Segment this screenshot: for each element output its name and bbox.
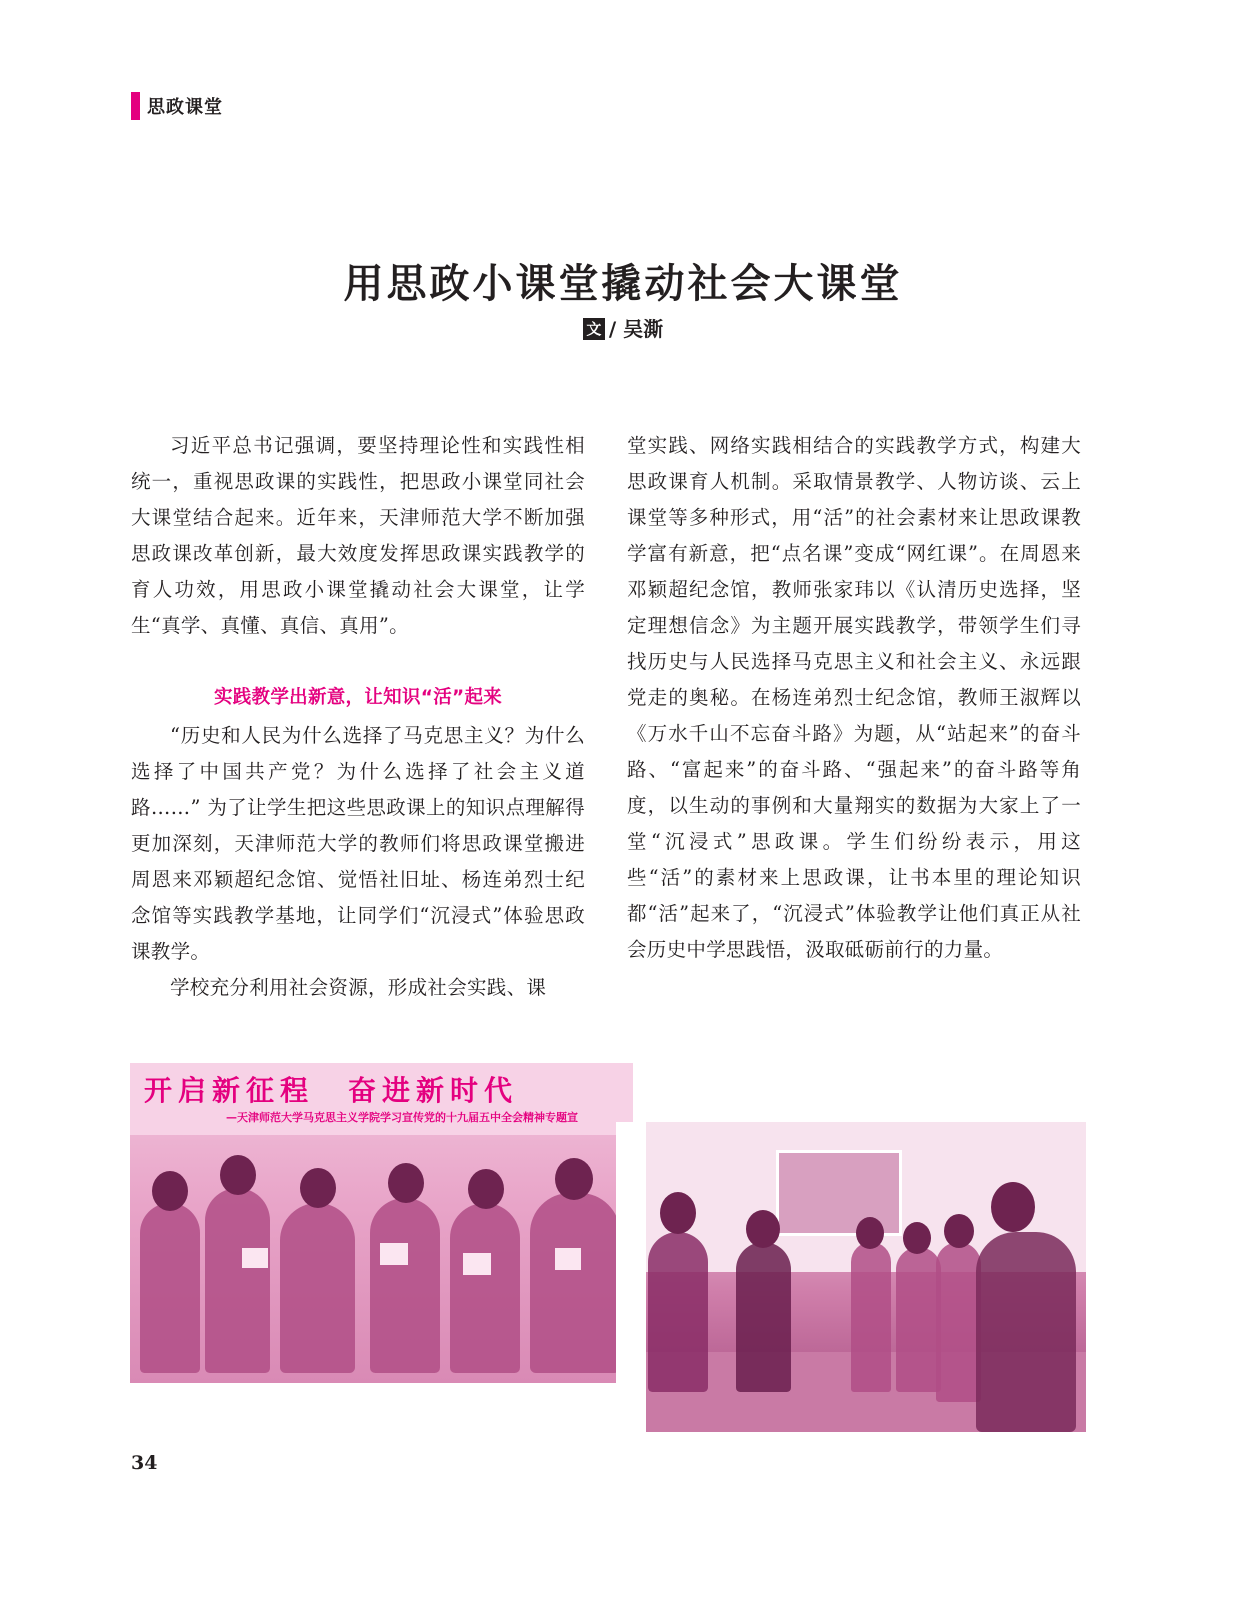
photo-frame-edge [616,1122,646,1432]
subheading: 实践教学出新意，让知识“活”起来 [213,687,503,708]
book [555,1248,581,1270]
paragraph-resources-continued: 堂实践、网络实践相结合的实践教学方式，构建大思政课育人机制。采取情景教学、人物访谈、云上课堂等多种形式，用“活”的社会素材来让思政课教学富有新意，把“点名课”变成“网红课”。在周恩来邓颖超纪念馆，教师张家玮以《认清历史选择，坚定理想信念》为主题开展实践教学，带领学生们寻找历史与人民选择马克思主义和社会主义、永远跟党走的奥秘。在杨连弟烈士纪念馆，教师王淑辉以《万水千山不忘奋斗路》为题，从“站起来”的奋斗路、“富起来”的奋斗路、“强起来”的奋斗路等角度，以生动的事例和大量翔实的数据为大家上了一堂“沉浸式”思政课。学生们纷纷表示，用这些“活”的素材来上思政课，让书本里的理论知识都“活”起来了，“沉浸式”体验教学让他们真正从社会历史中学思践悟，汲取砥砺前行的力量。 [627,434,1081,961]
person-figure [530,1193,620,1373]
person-figure [140,1203,200,1373]
byline-mark: 文 [583,318,605,340]
left-column [131,428,585,1006]
byline [0,314,1246,344]
student-head [944,1214,974,1248]
book [242,1248,268,1268]
section-tag [131,92,223,120]
article-title: 用思政小课堂撬动社会大课堂 [343,260,903,307]
banner-title: 开启新征程 奋进新时代 [144,1074,519,1107]
student-figure [896,1247,941,1392]
book [463,1253,491,1275]
photo-banner [130,1063,633,1135]
student-head [856,1217,884,1249]
photo-reading-group [130,1063,633,1383]
person-head [388,1163,424,1203]
person-figure [736,1242,791,1392]
banner-subtitle: —天津师范大学马克思主义学院学习宣传党的十九届五中全会精神专题宣 [226,1111,578,1124]
teacher-head [660,1192,696,1234]
person-head [746,1210,780,1248]
right-column [627,428,1081,968]
student-head [991,1182,1035,1232]
student-head [903,1222,931,1254]
section-color-bar [131,92,140,120]
person-figure [370,1198,440,1373]
page-number: 34 [131,1452,158,1474]
person-head [152,1171,188,1211]
person-head [468,1169,504,1209]
person-figure [205,1188,270,1373]
student-figure [976,1232,1076,1432]
teacher-figure [648,1232,708,1392]
person-figure [450,1203,520,1373]
person-head [300,1168,336,1208]
byline-author: / 吴澌 [608,317,664,341]
student-figure [936,1242,981,1402]
student-figure [851,1242,891,1392]
paragraph-intro: 习近平总书记强调，要坚持理论性和实践性相统一，重视思政课的实践性，把思政小课堂同社会大课堂结合起来。近年来，天津师范大学不断加强思政课改革创新，最大效度发挥思政课实践教学的育人功效，用思政小课堂撬动社会大课堂，让学生“真学、真懂、真信、真用”。 [131,434,585,637]
exhibit-panel [776,1150,902,1236]
photo-museum-visit [616,1122,1086,1432]
person-head [220,1155,256,1195]
person-figure [280,1203,355,1373]
person-head [555,1158,593,1200]
paragraph-questions: “历史和人民为什么选择了马克思主义？为什么选择了中国共产党？为什么选择了社会主义道路……” 为了让学生把这些思政课上的知识点理解得更加深刻，天津师范大学的教师们将思政课堂搬进周恩来邓颖超纪念馆、觉悟社旧址、杨连弟烈士纪念馆等实践教学基地，让同学们“沉浸式”体验思政课教学。 [131,724,585,963]
paragraph-resources-start: 学校充分利用社会资源，形成社会实践、课 [170,976,547,999]
book [380,1243,408,1265]
section-label: 思政课堂 [147,97,223,118]
